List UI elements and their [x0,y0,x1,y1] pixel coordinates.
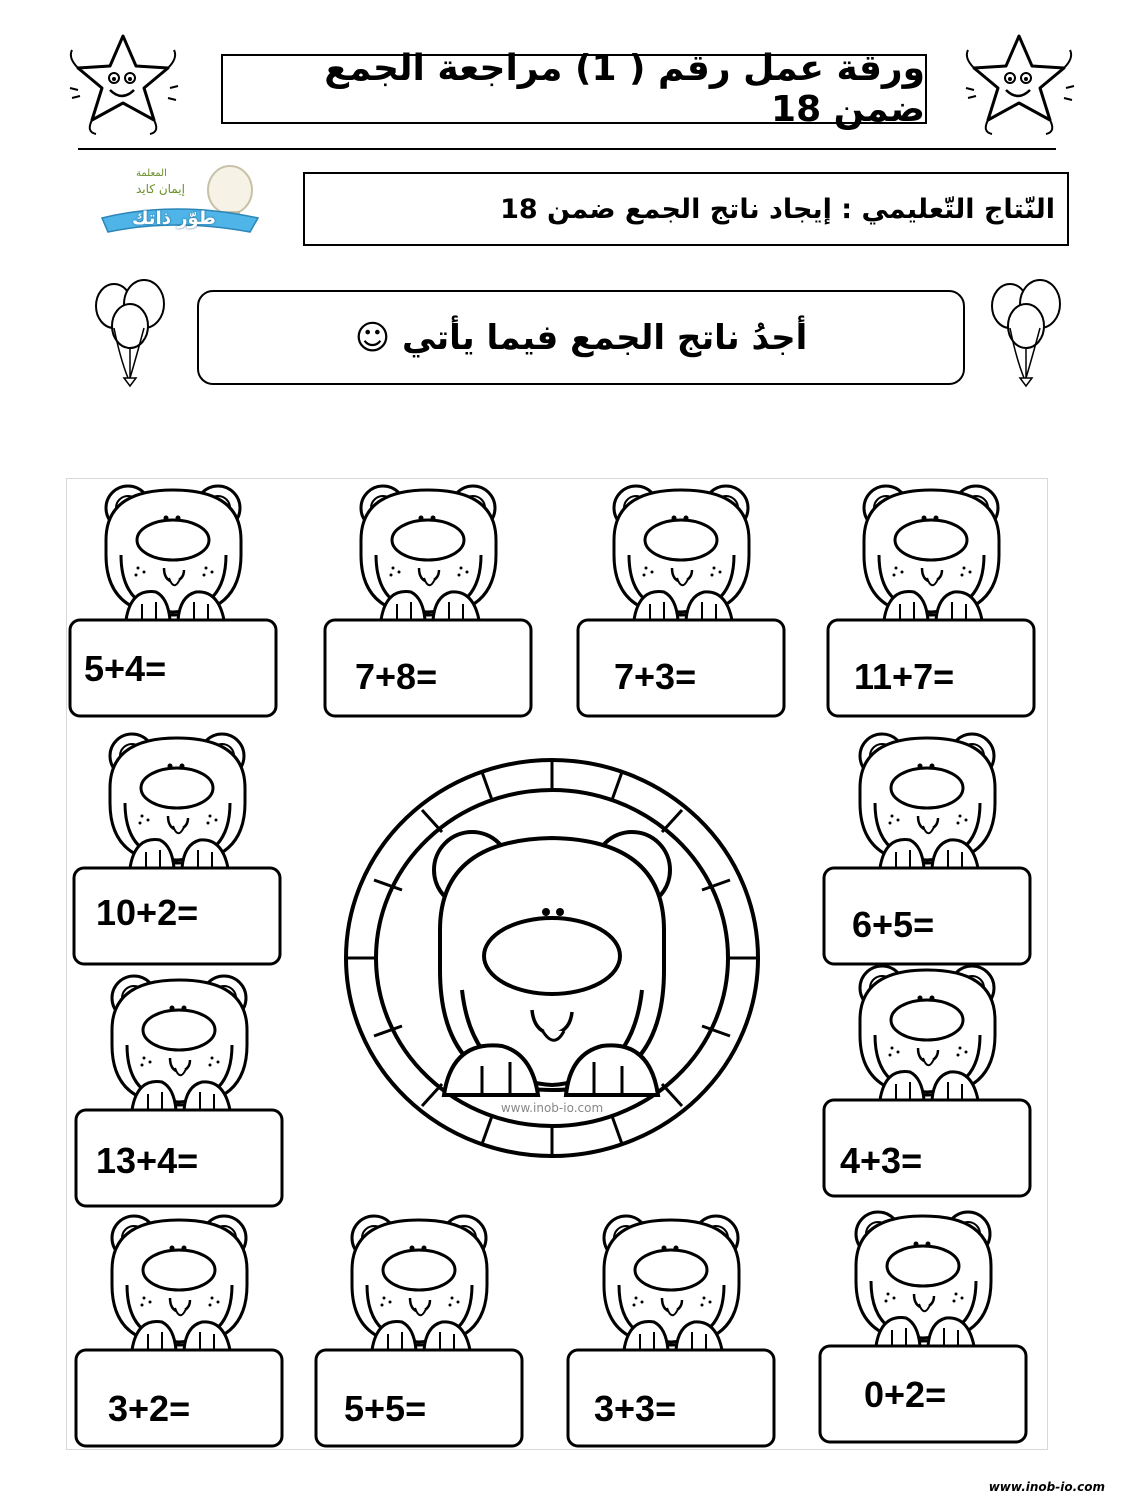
addition-problem: 0+2= [864,1374,947,1415]
instruction-text: أجدُ ناتج الجمع فيما يأتي ☺ [354,317,808,358]
footer-url: www.inob-io.com [988,1480,1105,1494]
teacher-logo [80,160,270,250]
instruction-box [197,290,965,385]
bear-card [824,480,1039,730]
balloons-decoration-icon [90,278,172,388]
bear-card [820,960,1035,1210]
lightbulb-icon [80,160,270,250]
worksheet-title-text: ورقة عمل رقم ( 1) مراجعة الجمع ضمن 18 [324,48,925,130]
addition-problem: 4+3= [840,1140,923,1181]
bear-card [72,970,287,1220]
bear-card [820,728,1035,978]
addition-problem: 7+3= [614,656,697,697]
learning-outcome-text: النّتاج التّعليمي : إيجاد ناتج الجمع ضمن 18 [500,193,1055,225]
bear-card [574,480,789,730]
bear-card [66,480,281,730]
addition-problem: 3+3= [594,1388,677,1429]
addition-problem: 6+5= [852,904,935,945]
bear-card [72,1210,287,1460]
bear-card [816,1206,1031,1456]
bear-card [564,1210,779,1460]
bear-card [321,480,536,730]
center-bear-medal-icon [332,750,772,1170]
addition-problem: 3+2= [108,1388,191,1429]
addition-problem: 5+5= [344,1388,427,1429]
addition-problem: 13+4= [96,1140,199,1181]
logo-brand: طوّر ذاتك [132,208,216,229]
star-decoration-icon [962,28,1077,138]
worksheet-title [221,48,927,130]
addition-problem: 5+4= [84,648,167,689]
medal-watermark: www.inob-io.com [500,1101,604,1115]
bear-card [70,728,285,978]
divider [78,148,1056,150]
addition-problem: 10+2= [96,892,199,933]
learning-outcome [303,172,1069,246]
logo-line2: إيمان كايد [136,182,185,196]
bear-card [312,1210,527,1460]
addition-problem: 11+7= [854,656,955,697]
star-decoration-icon [66,28,181,138]
logo-line1: المعلمة [136,168,167,179]
balloons-decoration-icon [986,278,1068,388]
addition-problem: 7+8= [355,656,438,697]
